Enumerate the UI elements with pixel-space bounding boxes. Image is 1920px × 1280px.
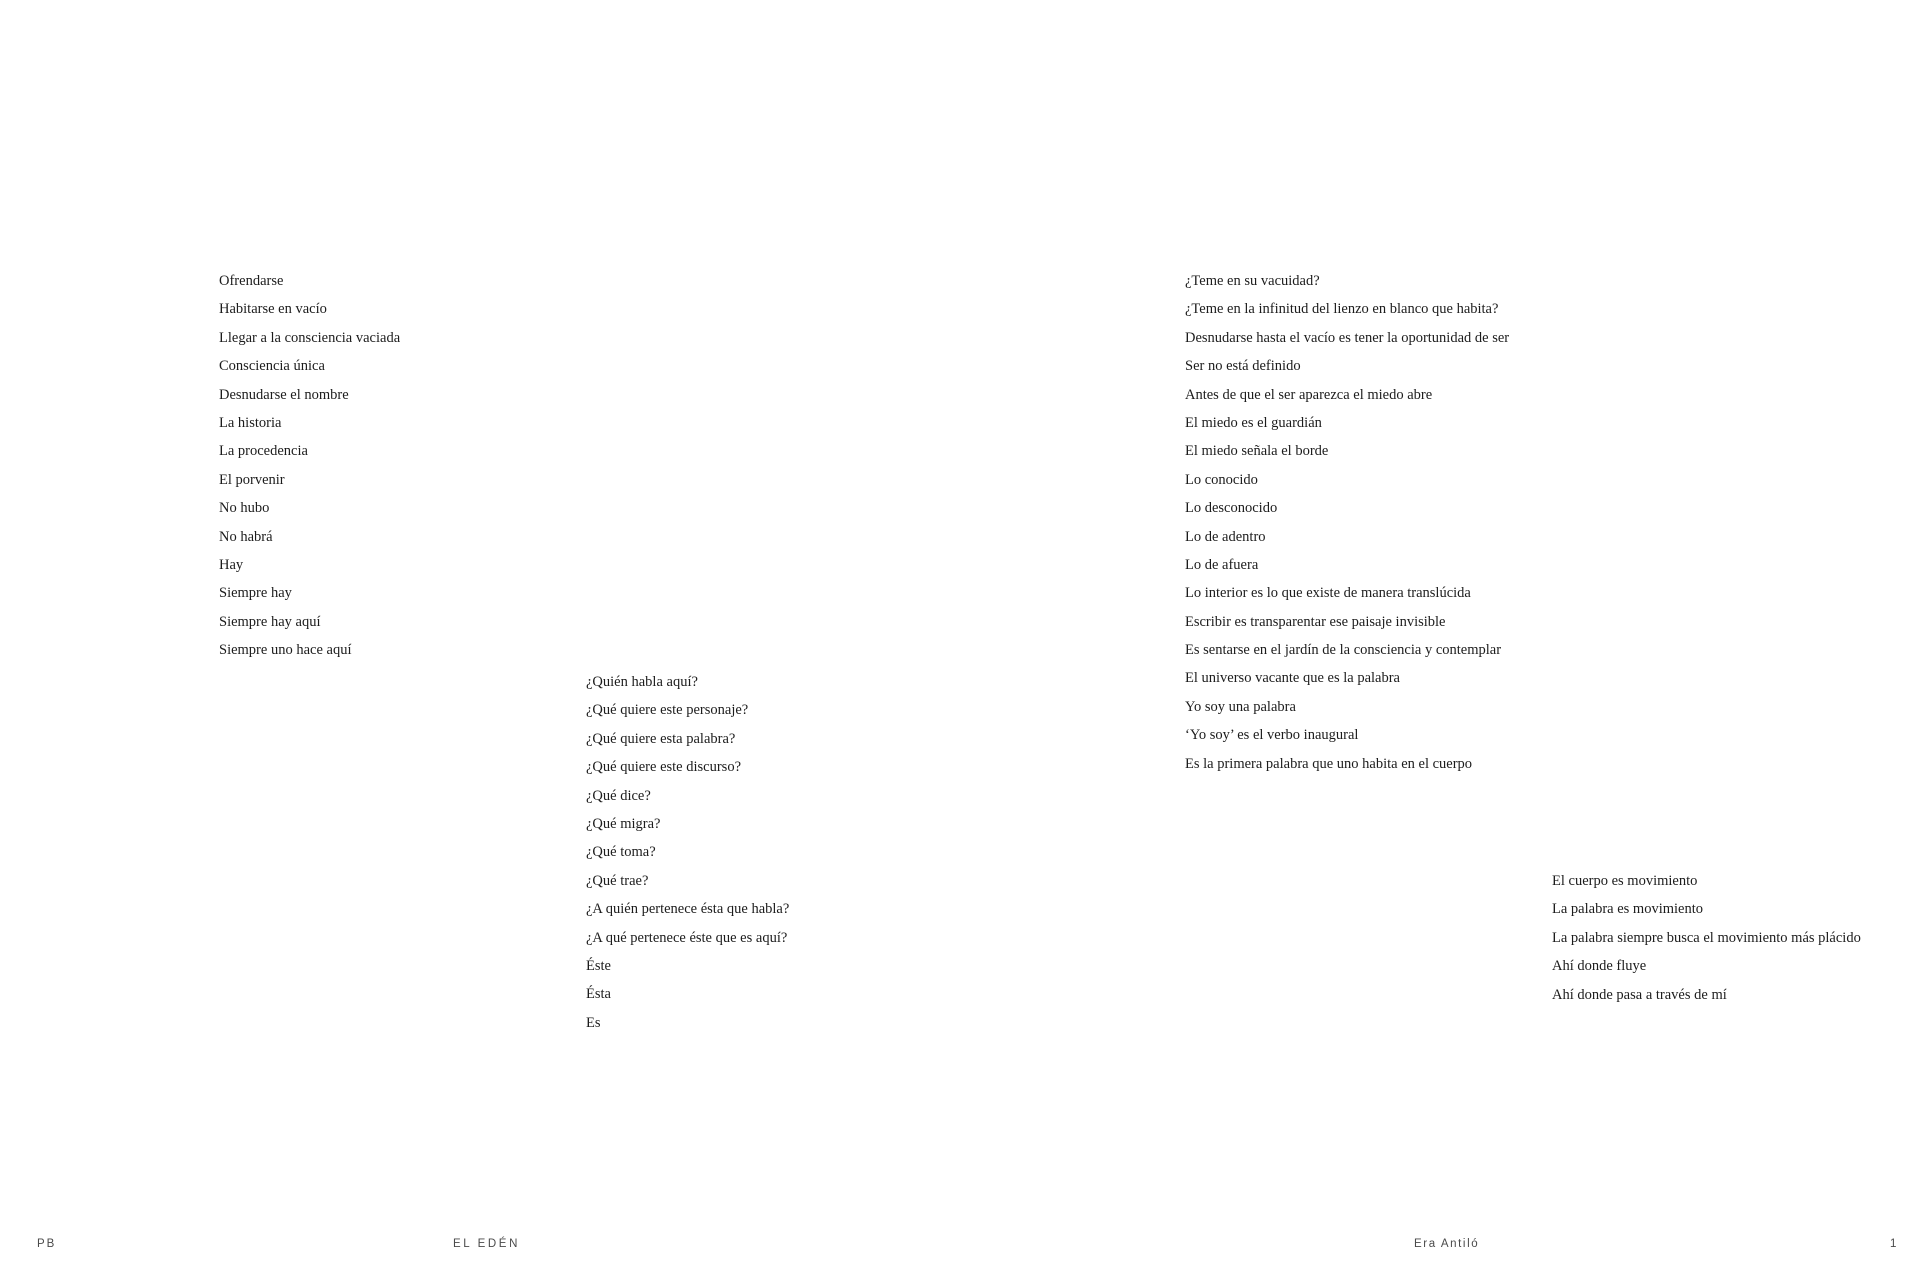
poem-line: ‘Yo soy’ es el verbo inaugural	[1185, 727, 1359, 744]
poem-line: ¿Teme en su vacuidad?	[1185, 273, 1320, 289]
poem-line: Ahí donde pasa a través de mí	[1552, 986, 1727, 1003]
poem-line: Hay	[219, 556, 244, 573]
poem-line: ¿A qué pertenece éste que es aquí?	[586, 929, 788, 946]
poem-line: ¿Qué toma?	[586, 844, 656, 861]
poem-line: Yo soy una palabra	[1185, 698, 1296, 715]
poem-line: Éste	[586, 957, 611, 974]
poem-line: Ahí donde fluye	[1552, 958, 1647, 975]
poem-line: El universo vacante que es la palabra	[1185, 670, 1400, 687]
poem-line: ¿Qué dice?	[586, 787, 651, 804]
poem-line: El porvenir	[219, 471, 285, 488]
poem-line: La historia	[219, 414, 282, 431]
poem-line: Lo de afuera	[1185, 556, 1259, 573]
poem-line: Lo interior es lo que existe de manera translúcida	[1185, 585, 1471, 602]
poem-line: Lo de adentro	[1185, 528, 1266, 545]
poem-line: ¿Qué trae?	[586, 872, 649, 889]
poem-line: ¿Qué migra?	[586, 815, 661, 832]
poem-line: Desnudarse el nombre	[219, 386, 349, 403]
poem-line: Habitarse en vacío	[219, 301, 327, 318]
poem-line: Ofrendarse	[219, 273, 284, 289]
poem-line: No hubo	[219, 500, 270, 517]
poem-line: Siempre hay	[219, 585, 292, 602]
poem-line: Escribir es transparentar ese paisaje invisible	[1185, 613, 1446, 630]
poem-line: El miedo señala el borde	[1185, 443, 1329, 460]
page-folio-left: PB	[37, 1238, 57, 1250]
poem-line: Es	[586, 1014, 601, 1031]
poem-line: La procedencia	[219, 443, 308, 460]
poem-line: Lo conocido	[1185, 471, 1258, 488]
poem-line: El miedo es el guardián	[1185, 414, 1322, 431]
poem-line: Ser no está definido	[1185, 358, 1301, 375]
poem-line: Desnudarse hasta el vacío es tener la oportunidad de ser	[1185, 329, 1510, 346]
page-number: 1	[1890, 1238, 1897, 1250]
poem-stanza-3	[1185, 267, 1509, 778]
poem-line: Consciencia única	[219, 358, 325, 375]
poem-line: ¿Qué quiere este personaje?	[586, 702, 749, 719]
poem-line: ¿Quién habla aquí?	[586, 674, 698, 690]
poem-line: El cuerpo es movimiento	[1552, 873, 1698, 889]
poem-stanza-2	[586, 668, 789, 1037]
poem-line: Es sentarse en el jardín de la consciencia y contemplar	[1185, 642, 1502, 659]
poem-line: ¿Qué quiere este discurso?	[586, 759, 742, 776]
poem-line: Es la primera palabra que uno habita en el cuerpo	[1185, 755, 1473, 772]
poem-line: Antes de que el ser aparezca el miedo abre	[1185, 386, 1433, 403]
poem-stanza-4	[1552, 867, 1861, 1009]
poem-line: Llegar a la consciencia vaciada	[219, 329, 401, 346]
poem-line: ¿Teme en la infinitud del lienzo en blanco que habita?	[1185, 301, 1499, 318]
running-title: EL EDÉN	[453, 1238, 520, 1250]
running-author: Era Antiló	[1414, 1238, 1480, 1250]
poem-line: Siempre hay aquí	[219, 613, 321, 630]
poem-line: ¿Qué quiere esta palabra?	[586, 730, 736, 747]
poem-line: La palabra es movimiento	[1552, 901, 1703, 918]
poem-line: Siempre uno hace aquí	[219, 642, 352, 659]
poem-line: Lo desconocido	[1185, 500, 1278, 517]
poem-line: Ésta	[586, 986, 611, 1003]
poem-stanza-1	[219, 267, 400, 664]
poem-line: La palabra siempre busca el movimiento más plácido	[1552, 929, 1861, 946]
poem-line: No habrá	[219, 528, 273, 545]
poem-line: ¿A quién pertenece ésta que habla?	[586, 901, 790, 918]
